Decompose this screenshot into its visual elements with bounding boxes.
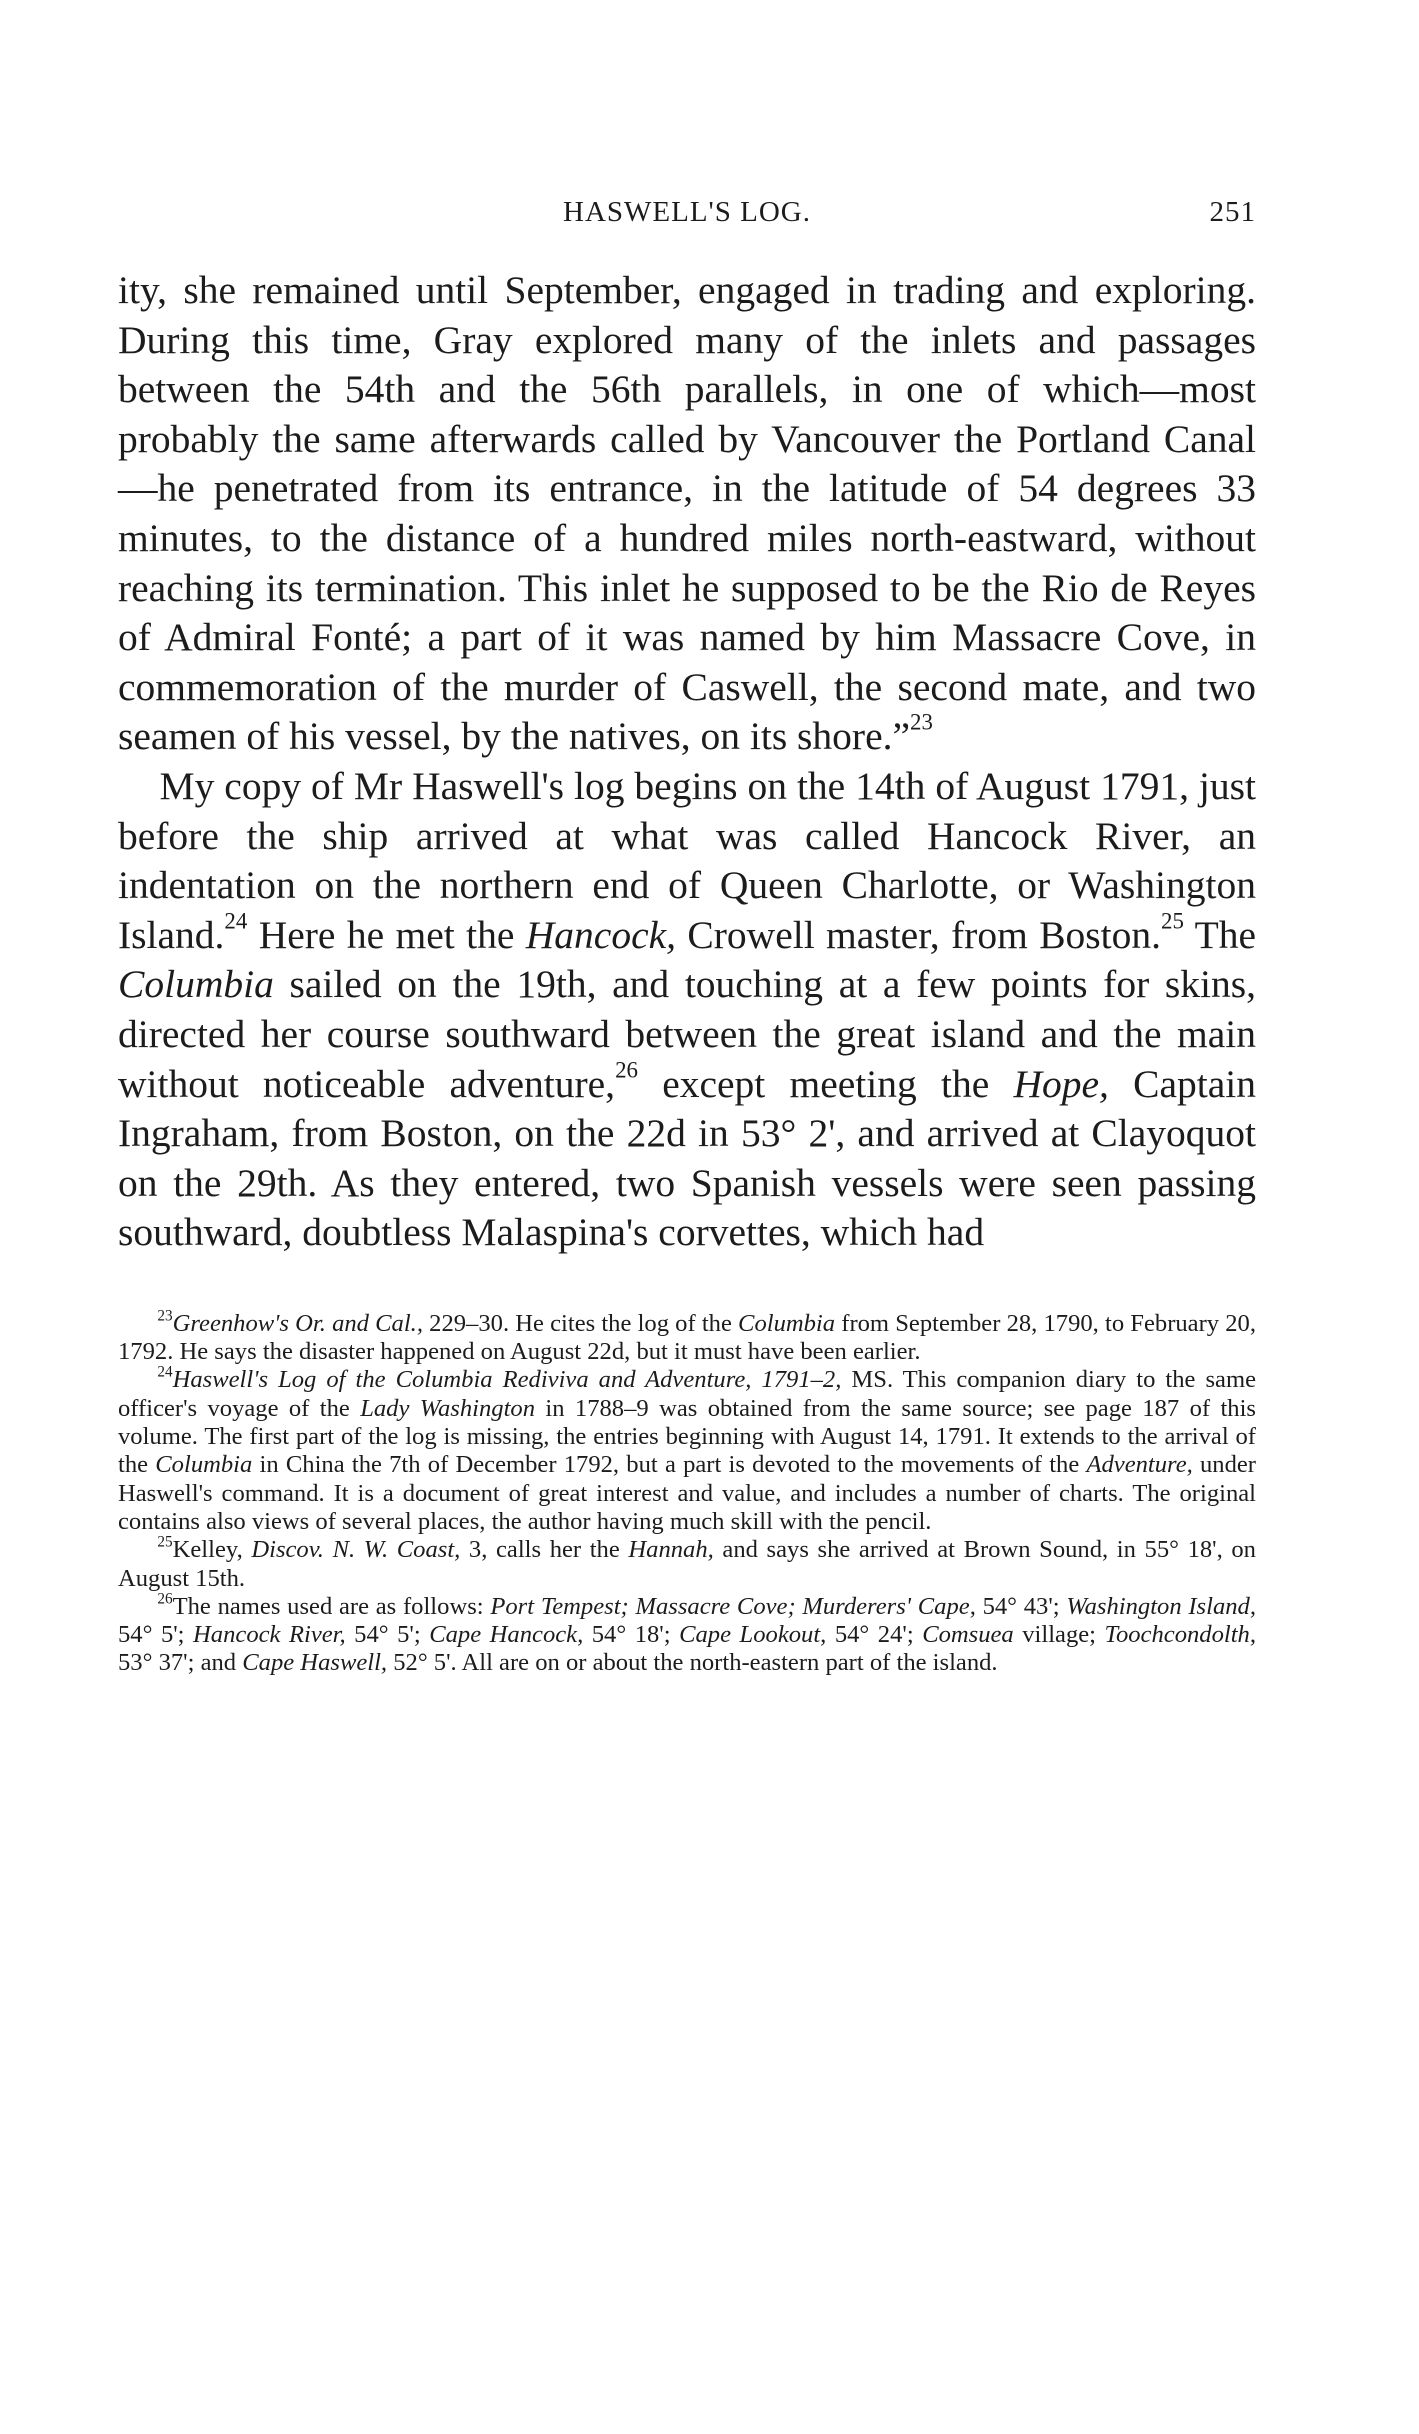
ship-name: Lady Washington — [360, 1394, 536, 1422]
book-page — [118, 196, 1256, 1678]
footnotes — [118, 1307, 1257, 1678]
footnote-text: MS. This companion diary to the same officer's voyage of the — [118, 1366, 1256, 1422]
place-name: Toochcondolth, — [1104, 1621, 1256, 1649]
footnote-text: 53° 37'; and — [118, 1649, 243, 1677]
paragraph-1-text: ity, she remained until September, engaged in trading and exploring. During this time, Gray explored many of the inlets and passages between the 54th and the 56th parallels, in one of which—most probably the same afterwards called by Vancouver the Portland Canal—he penetrated from its entrance, in the latitude of 54 degrees 33 minutes, to the distance of a hundred miles north-eastward, without reaching its termination. This inlet he supposed to be the Rio de Reyes of Admiral Fonté; a part of it was named by him Massacre Cove, in commemoration of the murder of Caswell, the second mate, and two seamen of his vessel, by the natives, on its shore.” — [118, 268, 1256, 759]
page-number: 251 — [1209, 196, 1256, 228]
place-name: Hancock River, — [193, 1621, 346, 1649]
footnote-text: 54° 18'; — [583, 1621, 680, 1649]
footnote-ref-23: 23 — [910, 709, 933, 735]
footnote-number: 23 — [157, 1307, 173, 1325]
footnote-text: 52° 5'. All are on or about the north-eastern part of the island. — [387, 1649, 998, 1677]
ship-name: Columbia — [155, 1451, 253, 1479]
footnote-text: 54° 24'; — [826, 1621, 923, 1649]
running-head — [118, 196, 1256, 240]
ship-name: Adventure, — [1086, 1451, 1193, 1479]
footnote-text: and says she arrived at Brown Sound, in 55° 18', on August 15th. — [118, 1536, 1256, 1592]
place-name: Washington Island, — [1066, 1592, 1256, 1620]
paragraph-2-text-3: Crowell master, from Boston. — [676, 912, 1162, 957]
footnote-number: 26 — [157, 1590, 173, 1608]
paragraph-2 — [118, 762, 1256, 1258]
place-name: Port Tempest; Massacre Cove; Murderers' Cape, — [490, 1592, 976, 1620]
paragraph-2-text-5: sailed on the 19th, and touching at a few points for skins, directed her course southward between the great island and the main without noticeable adventure, — [118, 962, 1256, 1106]
footnote-25 — [118, 1533, 1256, 1593]
place-name: Cape Hancock, — [429, 1621, 584, 1649]
footnote-text: in China the 7th of December 1792, but a part is devoted to the movements of the — [252, 1451, 1087, 1479]
ship-name: Columbia — [738, 1309, 836, 1337]
place-name: Cape Lookout, — [679, 1621, 827, 1649]
footnote-ref-26: 26 — [615, 1057, 638, 1083]
footnote-text: 229–30. He cites the log of the — [422, 1309, 739, 1337]
footnote-ref-24: 24 — [224, 908, 248, 934]
footnote-text: 54° 5'; — [345, 1621, 430, 1649]
paragraph-1 — [118, 266, 1256, 762]
footnote-text: from September 28, 1790, to February 20, 1792. He says the disaster happened on August 22d, but it must have been earlier. — [118, 1309, 1256, 1366]
ship-name-columbia: Columbia — [118, 962, 274, 1007]
ship-name-hancock: Hancock, — [525, 912, 677, 957]
footnote-number: 24 — [157, 1363, 173, 1381]
footnote-26 — [118, 1590, 1256, 1678]
paragraph-2-text-4: The — [1183, 912, 1257, 957]
cited-work: Haswell's Log of the Columbia Rediviva and Adventure, 1791–2, — [172, 1366, 842, 1394]
place-name: Comsuea — [922, 1621, 1014, 1649]
paragraph-2-text-1: My copy of Mr Haswell's log begins on the 14th of August 1791, just before the ship arrived at what was called Hancock River, an indentation on the northern end of Queen Charlotte, or Washington Island. — [118, 763, 1256, 957]
footnote-text: under Haswell's command. It is a document of great interest and value, and includes a number of charts. The original contains also views of several places, the author having much skill with the pencil. — [118, 1451, 1257, 1535]
footnote-ref-25: 25 — [1161, 908, 1184, 934]
ship-name: Hannah, — [628, 1536, 714, 1564]
footnote-text: 54° 5'; — [118, 1621, 194, 1649]
footnote-24 — [118, 1363, 1257, 1536]
running-title: HASWELL'S LOG. — [563, 196, 811, 228]
place-name: Cape Haswell, — [242, 1649, 388, 1677]
footnote-text: Kelley, — [172, 1536, 252, 1564]
footnote-text: in 1788–9 was obtained from the same source; see page 187 of this volume. The first part of the log is missing, the entries beginning with August 14, 1791. It extends to the arrival of the — [118, 1394, 1256, 1479]
ship-name-hope: Hope, — [1013, 1061, 1109, 1106]
main-text — [118, 266, 1256, 1258]
footnote-text: 54° 43'; — [975, 1592, 1067, 1620]
footnote-text: 3, calls her the — [460, 1536, 629, 1564]
footnote-23 — [118, 1307, 1256, 1367]
footnote-text: The names used are as follows: — [172, 1592, 491, 1620]
paragraph-2-text-2: Here he met the — [247, 912, 526, 957]
footnote-text: village; — [1013, 1621, 1105, 1649]
footnote-number: 25 — [157, 1533, 173, 1551]
cited-work: Discov. N. W. Coast, — [251, 1536, 461, 1564]
paragraph-2-text-7: Captain Ingraham, from Boston, on the 22d in 53° 2', and arrived at Clayoquot on the 29th. As they entered, two Spanish vessels were seen passing southward, doubtless Malaspina's corvettes, which had — [118, 1061, 1256, 1255]
cited-work: Greenhow's Or. and Cal., — [172, 1309, 423, 1337]
paragraph-2-text-6: except meeting the — [637, 1061, 1014, 1106]
